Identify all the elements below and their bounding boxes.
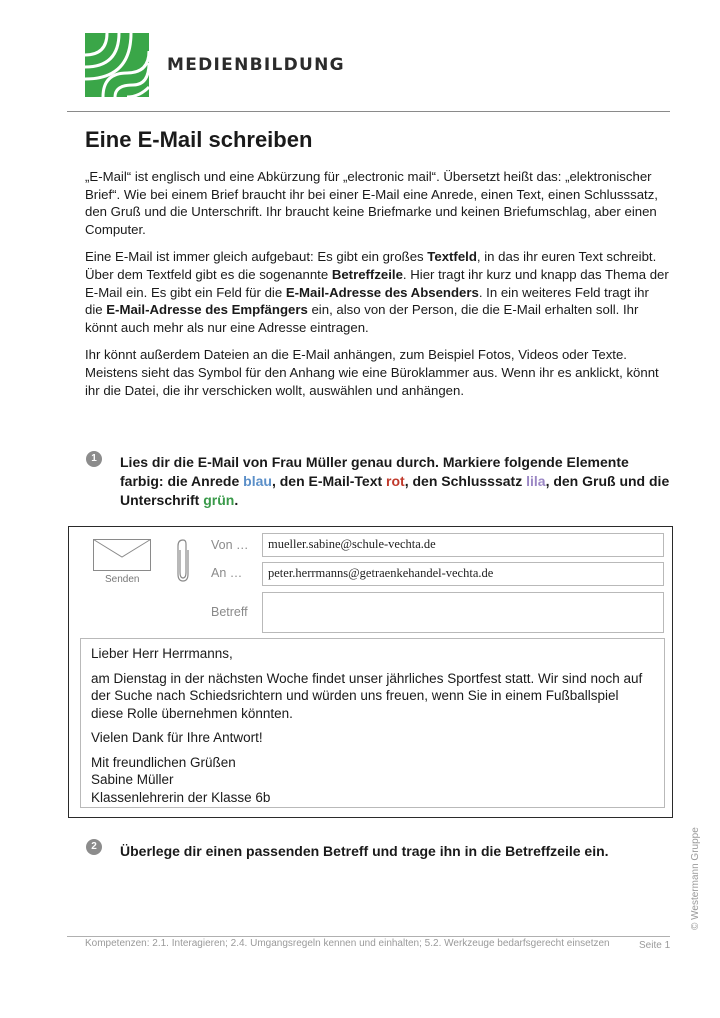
intro-paragraph-1: „E-Mail“ ist englisch und eine Abkürzung für „electronic mail“. Übersetzt heißt das: „elektronischer Brief“. Wie bei einem Brief braucht ihr bei einer E-Mail eine Anrede, einen Text, einen Schlusssatz, den Gruß und die Unterschrift. Ihr braucht keine Briefmarke und keinen Briefumschlag, aber einen Computer. <box>85 169 658 237</box>
email-closing: Vielen Dank für Ihre Antwort! <box>91 730 263 745</box>
email-body-field[interactable] <box>80 638 665 808</box>
brand-name: MEDIENBILDUNG <box>167 55 345 75</box>
header-divider <box>67 111 670 112</box>
color-word-green: grün <box>203 492 235 508</box>
envelope-send-icon[interactable] <box>93 539 151 571</box>
footer-divider <box>67 936 670 937</box>
page-number: Seite 1 <box>639 940 671 951</box>
color-word-lila: lila <box>526 473 546 489</box>
email-signature-name: Sabine Müller <box>91 772 174 787</box>
email-signature-role: Klassenlehrerin der Klasse 6b <box>91 789 271 805</box>
email-regards: Mit freundlichen Grüßen <box>91 754 236 770</box>
medienbildung-logo <box>85 33 149 97</box>
email-greeting: Lieber Herr Herrmanns, <box>91 646 233 661</box>
intro-text <box>85 168 670 409</box>
task-1-number-badge: 1 <box>86 451 102 467</box>
color-word-red: rot <box>386 473 405 489</box>
task-1-instruction: Lies dir die E-Mail von Frau Müller genau durch. Markiere folgende Elemente farbig: die Anrede blau, den E-Mail-Text rot, den Schlusssatz lila, den Gruß und die Unterschrift grün. <box>120 454 670 508</box>
page-title: Eine E-Mail schreiben <box>85 127 313 152</box>
paperclip-attachment-icon[interactable] <box>176 538 190 582</box>
send-label: Senden <box>105 574 140 585</box>
email-text: am Dienstag in der nächsten Woche findet unser jährliches Sportfest statt. Wir sind noch auf der Suche nach Schiedsrichtern und würden uns freuen, wenn Sie in einem Fußballspiel diese Rolle übernehmen könnten. <box>91 670 643 721</box>
subject-label: Betreff <box>211 605 248 619</box>
footer-competencies: Kompetenzen: 2.1. Interagieren; 2.4. Umgangsregeln kennen und einhalten; 5.2. Werkzeuge bedarfsgerecht einsetzen <box>85 938 610 949</box>
intro-paragraph-3: Ihr könnt außerdem Dateien an die E-Mail anhängen, zum Beispiel Fotos, Videos oder Texte. Meistens sieht das Symbol für den Anhang wie eine Büroklammer aus. Wenn ihr es anklickt, könnt ihr die Datei, die ihr verschicken wollt, auswählen und anhängen. <box>85 347 659 398</box>
from-label: Von … <box>211 538 249 552</box>
copyright-notice: © Westermann Gruppe <box>690 827 701 930</box>
to-label: An … <box>211 566 243 580</box>
task-2-number-badge: 2 <box>86 839 102 855</box>
to-field[interactable]: peter.herrmanns@getraenkehandel-vechta.de <box>262 562 664 586</box>
from-field[interactable]: mueller.sabine@schule-vechta.de <box>262 533 664 557</box>
task-2-instruction: Überlege dir einen passenden Betreff und trage ihn in die Betreffzeile ein. <box>120 843 609 859</box>
intro-paragraph-2: Eine E-Mail ist immer gleich aufgebaut: Es gibt ein großes Textfeld, in das ihr euren Text schreibt. Über dem Textfeld gibt es die sogenannte Betreffzeile. Hier tragt ihr kurz und knapp das Thema der E-Mail ein. Es gibt ein Feld für die E-Mail-Adresse des Absenders. In ein weiteres Feld tragt ihr die E-Mail-Adresse des Empfängers ein, also von der Person, die die E-Mail erhalten soll. Ihr könnt auch mehr als nur eine Adresse eintragen. <box>85 249 669 335</box>
subject-field[interactable] <box>262 592 664 633</box>
color-word-blue: blau <box>243 473 272 489</box>
